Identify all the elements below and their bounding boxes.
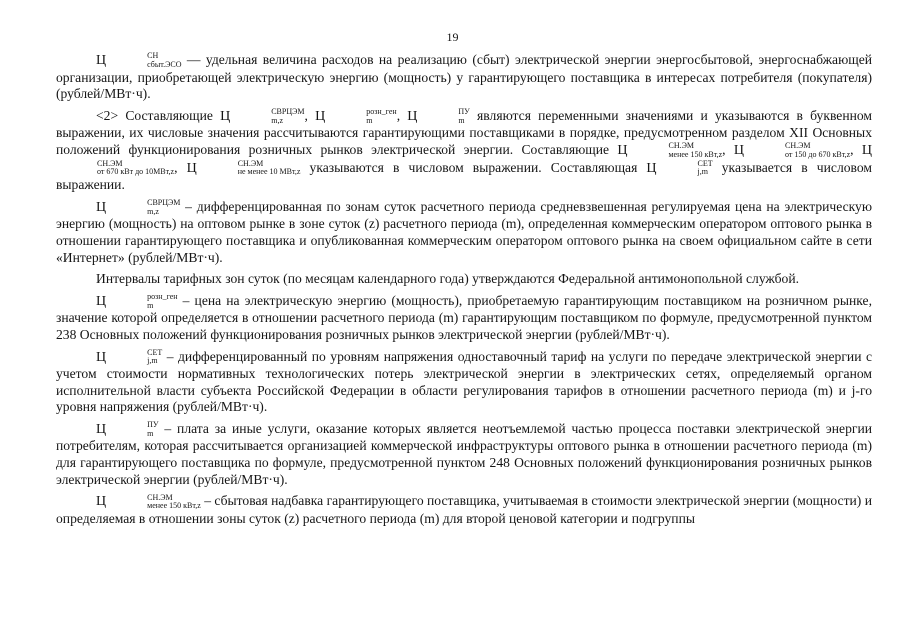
symbol-c-pu: Ц ПУ m (96, 420, 159, 438)
symbol-c-svrcem: Ц СВРЦЭМ m,z (220, 107, 305, 125)
symbol-c-sn-em-150-670: Ц СН.ЭМ от 150 до 670 кВт,z (733, 141, 851, 159)
definition-rozn-gen: Ц розн_ген m – цена на электрическую энергию (мощность), приобретаемую гарантирующим поставщиком на розничном рынке, значение которой определяется в отношении расчетного периода (m) гарантирующим поставщиком по формуле, предусмотренной пунктом 238 Основных положений функционирования розничных рынков электрической энергии (рублей/МВт·ч). (56, 292, 872, 342)
symbol-c-sn-em-less150: Ц СН.ЭМ менее 150 кВт,z (96, 492, 201, 511)
document-body (56, 52, 872, 527)
symbol-c-pu: Ц ПУ m (407, 107, 470, 125)
tariff-zones-note: Интервалы тарифных зон суток (по месяцам календарного года) утверждаются Федеральной антимонопольной службой. (96, 271, 800, 287)
definition-sn-em-less150: Ц СН.ЭМ менее 150 кВт,z – сбытовая надбавка гарантирующего поставщика, учитываемая в стоимости электрической энергии (мощности) и определяемая в отношении зоны суток (z) расчетного периода (m) для второй ценовой категории и подгруппы (56, 492, 872, 526)
symbol-c-sn-em-less150: Ц СН.ЭМ менее 150 кВт,z (617, 141, 723, 159)
page-number: 19 (446, 30, 459, 44)
symbol-c-rozn-gen: Ц розн_ген m (315, 107, 397, 125)
symbol-c-sn-em-not-less10: Ц СН.ЭМ не менее 10 МВт,z (186, 158, 301, 177)
definition-set: Ц СЕТ j,m – дифференцированный по уровням напряжения одноставочный тариф на услуги по передаче электрической энергии с учетом стоимости нормативных технологических потерь электрической энергии в электрических сетях, определяемый органом исполнительной власти субъекта Российской Федерации в области регулирования тарифов в отношении расчетного периода (m) и j-го уровня напряжения (рублей/МВт·ч). (56, 347, 872, 415)
definition-pu: Ц ПУ m – плата за иные услуги, оказание которых является неотъемлемой частью процесса поставки электрической энергии потребителям, которая рассчитывается организацией коммерческой инфраструктуры оптового рынка в отношении расчетного периода (m) для гарантирующего поставщика по формуле, предусмотренной пунктом 248 Основных положений функционирования розничных рынков электрической энергии (рублей/МВт·ч). (56, 420, 872, 487)
symbol-c-sbyt-eso: Ц СН сбыт.ЭСО (96, 51, 182, 69)
symbol-c-set: Ц СЕТ j,m (96, 347, 163, 366)
symbol-c-set: Ц СЕТ j,m (646, 158, 713, 177)
footnote-2: <2> Составляющие Ц СВРЦЭМ m,z , Ц розн_ген m , Ц ПУ m являются переменными значениями и указываются в буквенном выражении, их числовые значения рассчитываются гарантирующими поставщиками в порядке, предусмотренном разделом XII Основных положений функционирования розничных рынков электрической энергии. Составляющие Ц СН.ЭМ менее 150 кВт,z , Ц СН.ЭМ от 150 до 670 кВт,z , Ц СН.ЭМ от 670 кВт до 10МВт,z , Ц СН.ЭМ не менее 10 МВт,z указываются в числовом выражении. Составляющая Ц СЕТ j,m указывается в числовом выражении. (56, 107, 873, 193)
symbol-c-svrcem: Ц СВРЦЭМ m,z (96, 198, 181, 216)
symbol-c-sn-em-670-10: Ц СН.ЭМ от 670 кВт до 10МВт,z (97, 142, 873, 177)
definition-svrcem: Ц СВРЦЭМ m,z – дифференцированная по зонам суток расчетного периода средневзвешенная регулируемая цена на электрическую энергию (мощность) на оптовом рынке в зоне суток (z) расчетного периода (m), определенная коммерческим оператором оптового рынка в отношении гарантирующего поставщика и опубликованная коммерческим оператором оптового рынка на своем официальном сайте в сети «Интернет» (рублей/МВт·ч). (56, 198, 872, 265)
definition-sbyt-eso: Ц СН сбыт.ЭСО — удельная величина расходов на реализацию (сбыт) электрической энергии энергосбытовой, энергоснабжающей организации, приобретающей электрическую энергию (мощность) у гарантирующего поставщика в интересах потребителя (покупателя) (рублей/МВт·ч). (56, 51, 872, 102)
symbol-c-rozn-gen: Ц розн_ген m (96, 292, 178, 310)
